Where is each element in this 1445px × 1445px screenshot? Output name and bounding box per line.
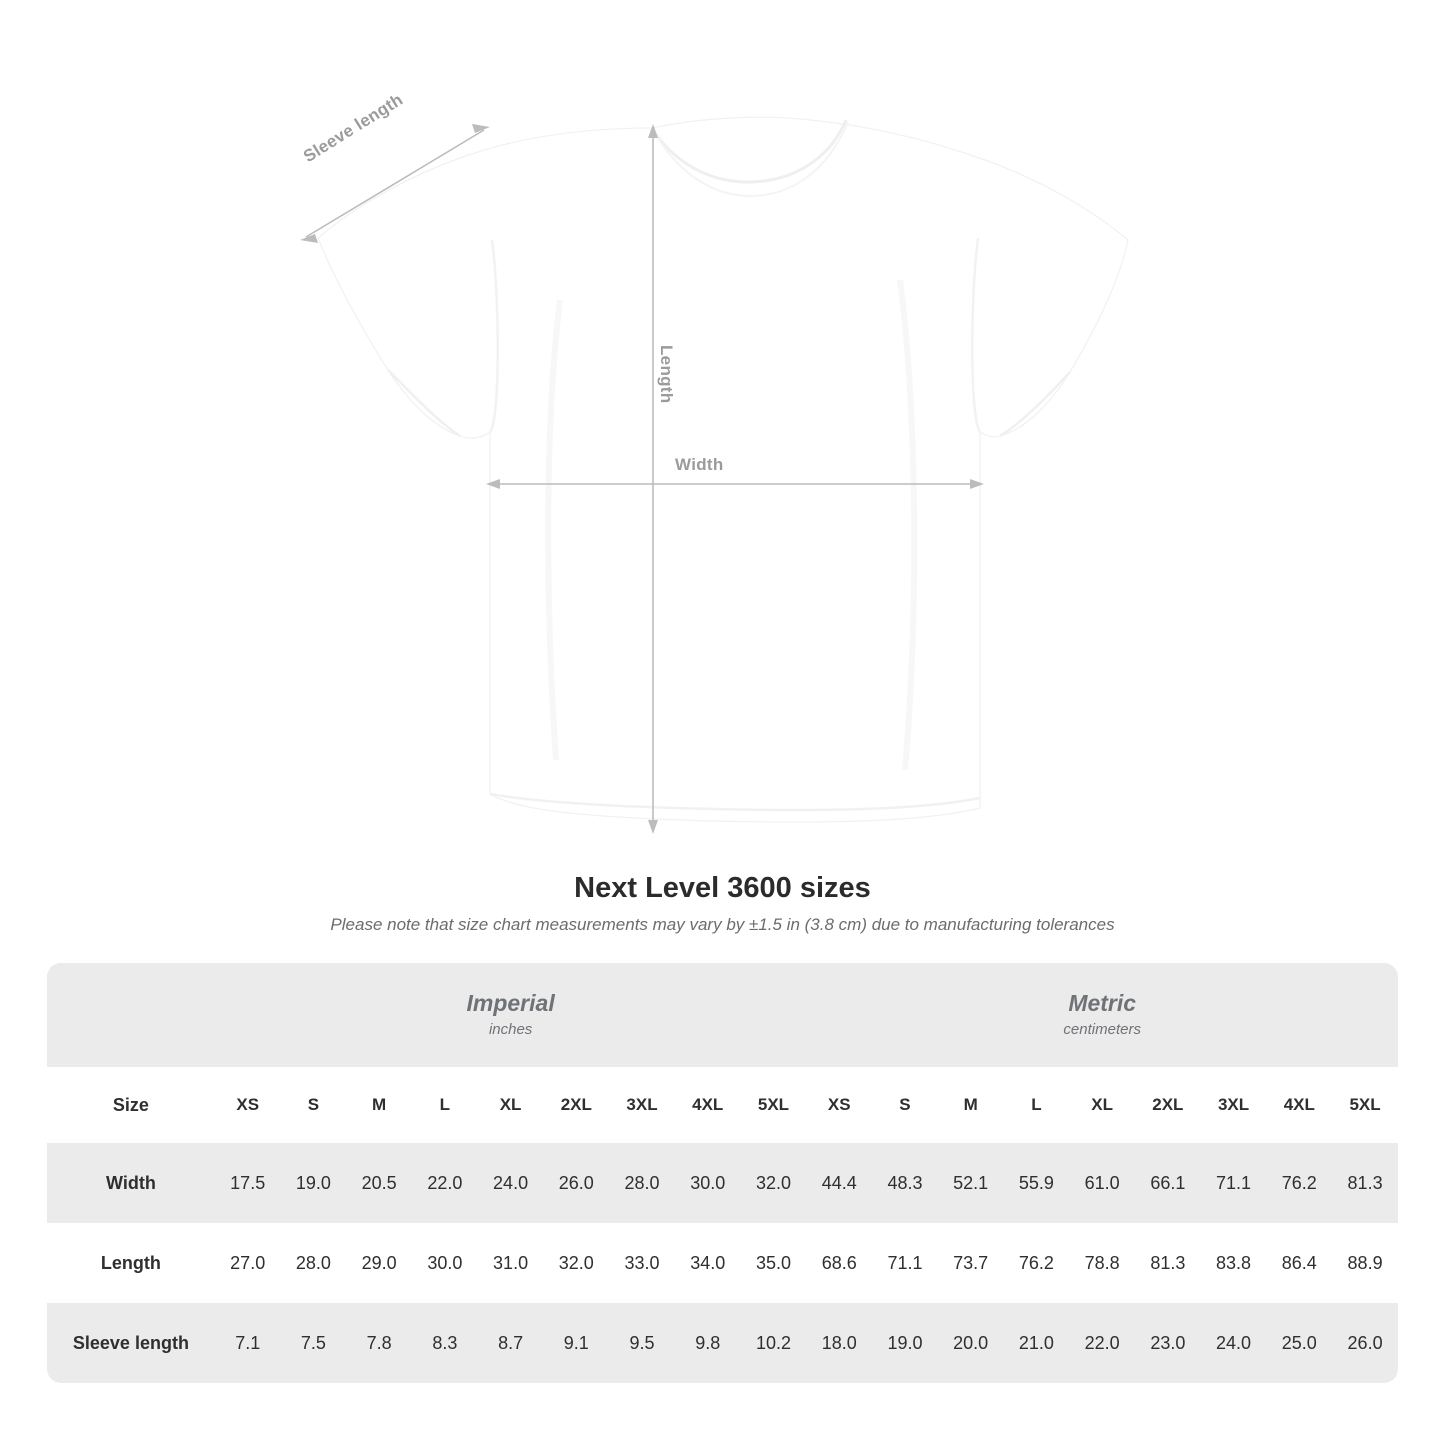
width-label: Width xyxy=(675,455,724,474)
metric-group-header xyxy=(806,963,1398,1067)
tolerance-note: Please note that size chart measurements may vary by ±1.5 in (3.8 cm) due to manufacturing tolerances xyxy=(330,915,1115,934)
imperial-title: Imperial xyxy=(466,990,555,1017)
cell-sleeve-3: 8.3 xyxy=(412,1303,478,1383)
cell-sleeve-5: 9.1 xyxy=(543,1303,609,1383)
size-col-xs-metric: XS xyxy=(806,1067,872,1143)
row-label-length: Length xyxy=(47,1223,215,1303)
size-col-5xl-imperial: 5XL xyxy=(741,1067,807,1143)
cell-sleeve-7: 9.8 xyxy=(675,1303,741,1383)
cell-length-16: 86.4 xyxy=(1266,1223,1332,1303)
cell-length-15: 83.8 xyxy=(1201,1223,1267,1303)
heading-block xyxy=(0,872,1445,935)
size-col-s-imperial: S xyxy=(281,1067,347,1143)
imperial-group-header xyxy=(215,963,807,1067)
cell-length-5: 32.0 xyxy=(543,1223,609,1303)
page-title: Next Level 3600 sizes xyxy=(574,872,871,904)
size-col-l-imperial: L xyxy=(412,1067,478,1143)
cell-sleeve-0: 7.1 xyxy=(215,1303,281,1383)
row-label-size: Size xyxy=(47,1067,215,1143)
size-col-m-imperial: M xyxy=(346,1067,412,1143)
size-col-2xl-metric: 2XL xyxy=(1135,1067,1201,1143)
length-label: Length xyxy=(657,345,676,404)
sleeve-length-label: Sleeve length xyxy=(300,89,407,167)
cell-length-14: 81.3 xyxy=(1135,1223,1201,1303)
cell-width-10: 48.3 xyxy=(872,1143,938,1223)
size-col-s-metric: S xyxy=(872,1067,938,1143)
size-col-2xl-imperial: 2XL xyxy=(543,1067,609,1143)
cell-sleeve-11: 20.0 xyxy=(938,1303,1004,1383)
table-row-width xyxy=(47,1143,1398,1223)
cell-length-6: 33.0 xyxy=(609,1223,675,1303)
size-table xyxy=(47,963,1398,1383)
cell-length-8: 35.0 xyxy=(741,1223,807,1303)
cell-width-3: 22.0 xyxy=(412,1143,478,1223)
cell-sleeve-10: 19.0 xyxy=(872,1303,938,1383)
cell-width-13: 61.0 xyxy=(1069,1143,1135,1223)
cell-width-5: 26.0 xyxy=(543,1143,609,1223)
cell-width-14: 66.1 xyxy=(1135,1143,1201,1223)
cell-sleeve-13: 22.0 xyxy=(1069,1303,1135,1383)
metric-title: Metric xyxy=(1068,990,1137,1017)
cell-sleeve-14: 23.0 xyxy=(1135,1303,1201,1383)
cell-sleeve-1: 7.5 xyxy=(281,1303,347,1383)
row-label-sleeve-length: Sleeve length xyxy=(47,1303,215,1383)
table-row-length xyxy=(47,1223,1398,1303)
cell-width-0: 17.5 xyxy=(215,1143,281,1223)
size-col-4xl-imperial: 4XL xyxy=(675,1067,741,1143)
cell-sleeve-9: 18.0 xyxy=(806,1303,872,1383)
cell-sleeve-8: 10.2 xyxy=(741,1303,807,1383)
cell-width-7: 30.0 xyxy=(675,1143,741,1223)
size-col-5xl-metric: 5XL xyxy=(1332,1067,1398,1143)
cell-width-15: 71.1 xyxy=(1201,1143,1267,1223)
cell-length-3: 30.0 xyxy=(412,1223,478,1303)
cell-width-1: 19.0 xyxy=(281,1143,347,1223)
cell-length-2: 29.0 xyxy=(346,1223,412,1303)
cell-width-16: 76.2 xyxy=(1266,1143,1332,1223)
cell-width-8: 32.0 xyxy=(741,1143,807,1223)
cell-sleeve-12: 21.0 xyxy=(1004,1303,1070,1383)
cell-length-0: 27.0 xyxy=(215,1223,281,1303)
cell-width-4: 24.0 xyxy=(478,1143,544,1223)
size-header-row xyxy=(47,1067,1398,1143)
size-col-l-metric: L xyxy=(1004,1067,1070,1143)
cell-width-12: 55.9 xyxy=(1004,1143,1070,1223)
cell-sleeve-4: 8.7 xyxy=(478,1303,544,1383)
cell-width-11: 52.1 xyxy=(938,1143,1004,1223)
metric-unit: centimeters xyxy=(1063,1021,1141,1039)
cell-width-17: 81.3 xyxy=(1332,1143,1398,1223)
imperial-unit: inches xyxy=(488,1021,533,1039)
cell-width-9: 44.4 xyxy=(806,1143,872,1223)
cell-length-1: 28.0 xyxy=(281,1223,347,1303)
cell-length-11: 73.7 xyxy=(938,1223,1004,1303)
size-col-m-metric: M xyxy=(938,1067,1004,1143)
cell-length-7: 34.0 xyxy=(675,1223,741,1303)
cell-width-6: 28.0 xyxy=(609,1143,675,1223)
size-col-3xl-imperial: 3XL xyxy=(609,1067,675,1143)
cell-width-2: 20.5 xyxy=(346,1143,412,1223)
size-table-wrapper xyxy=(47,963,1398,1383)
unit-header-row xyxy=(47,963,1398,1067)
size-col-xl-metric: XL xyxy=(1069,1067,1135,1143)
cell-length-9: 68.6 xyxy=(806,1223,872,1303)
cell-length-17: 88.9 xyxy=(1332,1223,1398,1303)
cell-length-4: 31.0 xyxy=(478,1223,544,1303)
cell-sleeve-6: 9.5 xyxy=(609,1303,675,1383)
size-col-4xl-metric: 4XL xyxy=(1266,1067,1332,1143)
table-row-sleeve-length xyxy=(47,1303,1398,1383)
table-corner xyxy=(47,963,215,1067)
cell-length-13: 78.8 xyxy=(1069,1223,1135,1303)
row-label-width: Width xyxy=(47,1143,215,1223)
cell-sleeve-17: 26.0 xyxy=(1332,1303,1398,1383)
size-col-xs-imperial: XS xyxy=(215,1067,281,1143)
cell-sleeve-2: 7.8 xyxy=(346,1303,412,1383)
cell-length-12: 76.2 xyxy=(1004,1223,1070,1303)
cell-sleeve-16: 25.0 xyxy=(1266,1303,1332,1383)
size-col-xl-imperial: XL xyxy=(478,1067,544,1143)
cell-sleeve-15: 24.0 xyxy=(1201,1303,1267,1383)
cell-length-10: 71.1 xyxy=(872,1223,938,1303)
size-col-3xl-metric: 3XL xyxy=(1201,1067,1267,1143)
